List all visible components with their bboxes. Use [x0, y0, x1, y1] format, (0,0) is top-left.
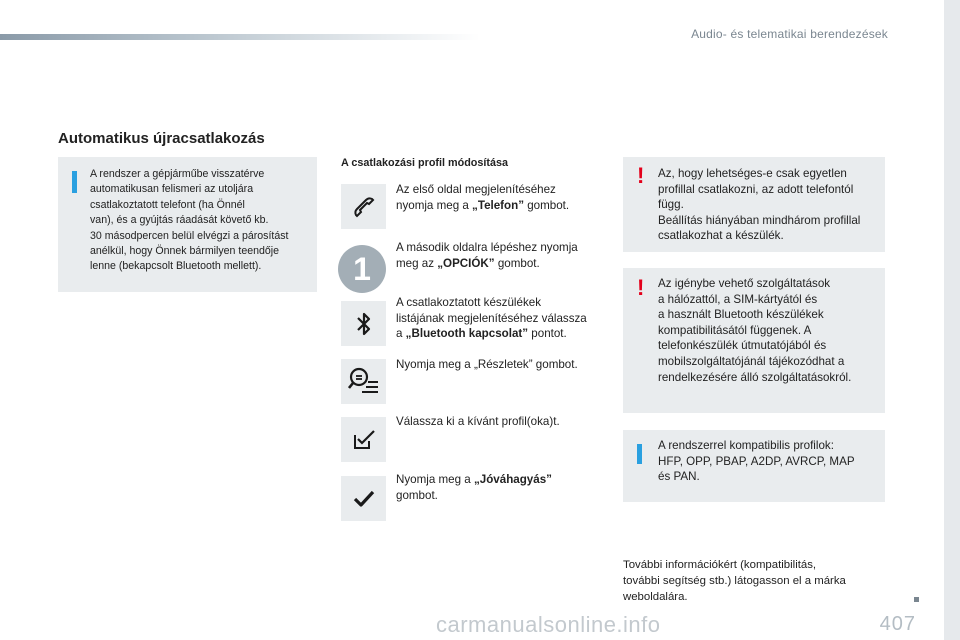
- header-gradient-bar: [0, 34, 480, 40]
- checkmark-icon: [341, 476, 386, 521]
- step-number-badge: 1: [338, 245, 386, 293]
- warning-text-profile: Az, hogy lehetséges-e csak egyetlen profillal csatlakozni, az adott telefontól függ. Beállítás hiányában mindhárom profillal csatlakozhat a készülék.: [658, 167, 861, 243]
- info-icon: [72, 171, 77, 193]
- page-edge-strip: [944, 0, 960, 640]
- profile-change-subtitle: A csatlakozási profil módosítása: [341, 157, 509, 169]
- info-box-profiles: [623, 430, 885, 502]
- step-text-reszletek: Nyomja meg a „Részletek” gombot.: [396, 358, 578, 371]
- checkbox-icon: [341, 417, 386, 462]
- step-text-profil: Válassza ki a kívánt profil(oka)t.: [396, 415, 560, 428]
- page-number: 407: [879, 613, 916, 635]
- section-header: Audio- és telematikai berendezések: [691, 27, 888, 41]
- bluetooth-icon: [341, 301, 386, 346]
- step-text-jovahagyas: Nyomja meg a „Jóváhagyás” gombot.: [396, 473, 552, 502]
- page-dot: [914, 597, 919, 602]
- step-text-bluetooth: A csatlakoztatott készülékek listájának megjelenítéséhez válassza a „Bluetooth kapcsolat” pontot.: [396, 296, 587, 341]
- watermark: carmanualsonline.info: [436, 612, 661, 637]
- info-box-reconnect: [58, 157, 317, 292]
- warning-icon: !: [637, 163, 645, 188]
- info-icon: [637, 444, 642, 464]
- details-icon: [341, 359, 386, 404]
- info-text: A rendszer a gépjárműbe visszatérve automatikusan felismeri az utoljára csatlakoztatott telefont (ha Önnél van), és a gyújtás ráadását követő kb. 30 másodpercen belül elvégzi a párosítást anélkül, hogy Önnek bármilyen teendője lenne (bekapcsolt Bluetooth mellett).: [90, 168, 289, 273]
- step-text-telefon: Az első oldal megjelenítéséhez nyomja meg a „Telefon” gombot.: [396, 183, 570, 212]
- info-text-profiles: A rendszerrel kompatibilis profilok: HFP, OPP, PBAP, A2DP, AVRCP, MAP és PAN.: [658, 439, 855, 484]
- phone-icon: [341, 184, 386, 229]
- section-title: Automatikus újracsatlakozás: [58, 130, 265, 147]
- warning-box-profile: [623, 157, 885, 252]
- footer-note: További információkért (kompatibilitás, további segítség stb.) látogasson el a márka weboldalára.: [623, 559, 846, 604]
- warning-icon: !: [637, 275, 645, 300]
- warning-text-services: Az igénybe vehető szolgáltatások a hálózattól, a SIM-kártyától és a használt Bluetooth készülékek kompatibilitásától függenek. A telefonkészülék útmutatójából és mobilszolgáltatójánál tájékozódhat a rendelkezésére álló szolgáltatásokról.: [658, 277, 852, 384]
- warning-box-services: [623, 268, 885, 413]
- step-text-opciok: A második oldalra lépéshez nyomja meg az „OPCIÓK” gombot.: [396, 241, 578, 270]
